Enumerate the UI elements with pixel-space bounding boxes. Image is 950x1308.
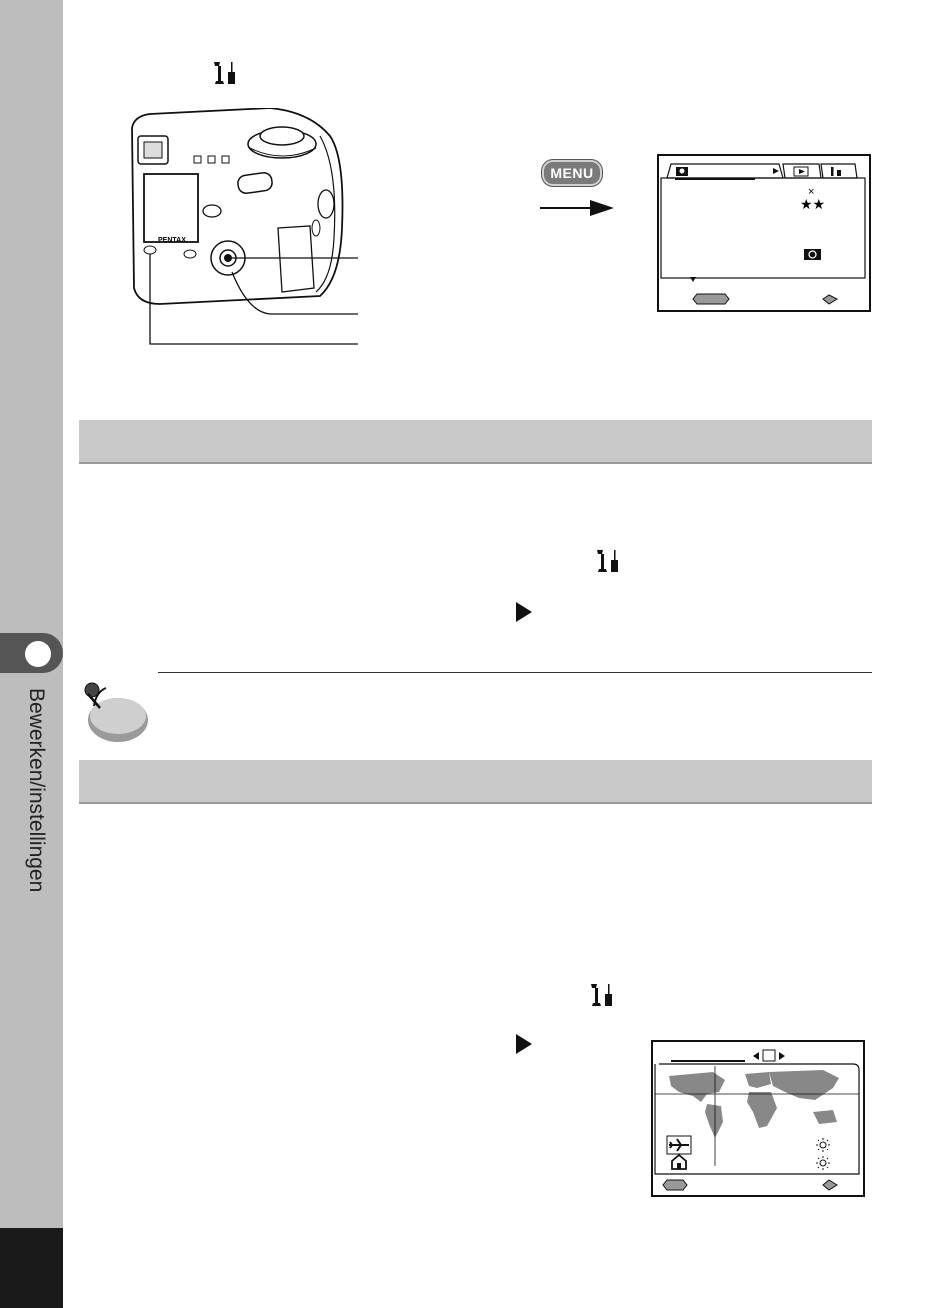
right-triangle-icon (516, 1034, 532, 1054)
world-time-graphic (653, 1042, 863, 1195)
setup-wrench-icon (586, 980, 618, 1010)
pushpin-memo-icon (80, 678, 152, 746)
chapter-number-circle (25, 641, 51, 667)
page-number-block (0, 1228, 63, 1308)
chapter-label: Bewerken/instellingen (25, 688, 48, 893)
menu-screen-graphic (659, 156, 869, 310)
setup-wrench-icon (210, 58, 240, 88)
menu-button-icon: MENU (542, 160, 602, 186)
section-heading-band (79, 760, 872, 804)
world-time-screen-illustration (651, 1040, 865, 1197)
setup-wrench-icon (592, 546, 624, 576)
right-triangle-icon (516, 602, 532, 622)
camera-brand: PENTAX (158, 237, 186, 244)
memo-divider (158, 672, 872, 673)
arrow-right-icon (538, 196, 616, 220)
times-mark: × (808, 186, 815, 198)
menu-screen-illustration (657, 154, 871, 312)
quality-stars: ★★ (800, 196, 826, 212)
section-heading-band (79, 420, 872, 464)
camera-illustration (120, 108, 360, 348)
